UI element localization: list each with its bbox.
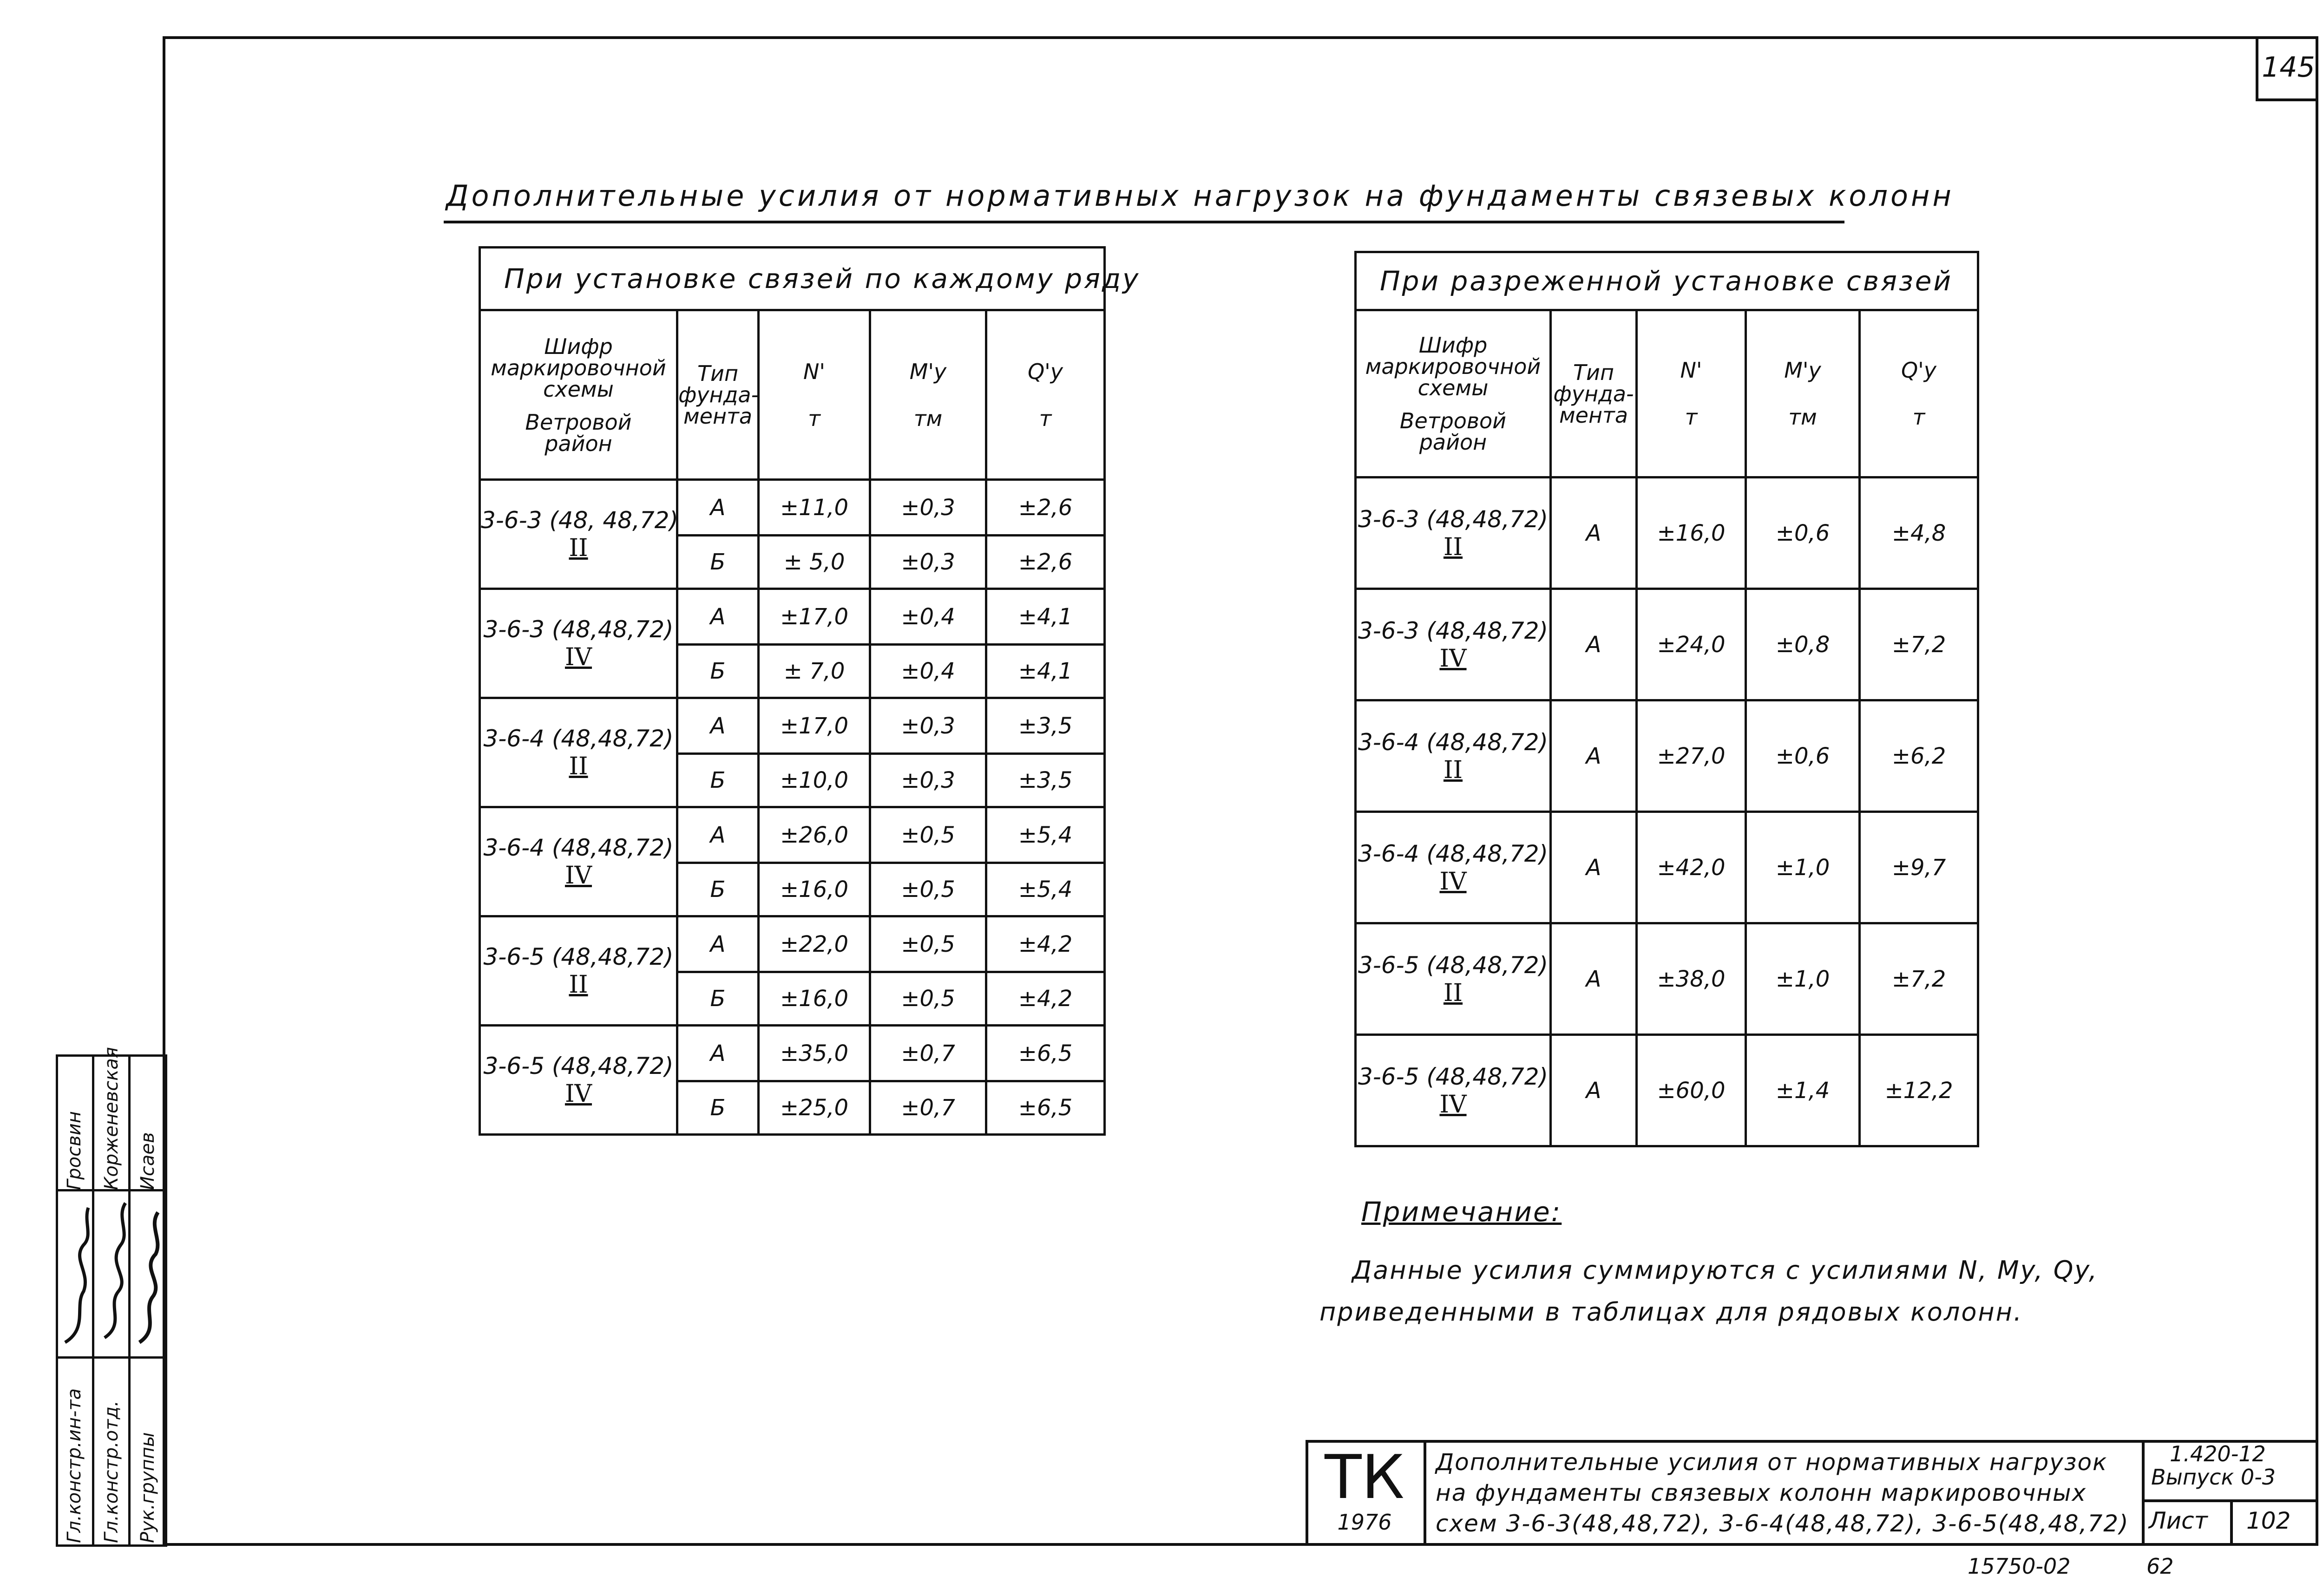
logo-year: 1976 (1337, 1510, 1392, 1535)
m-value-cell: ±0,6 (1746, 700, 1860, 812)
n-value-cell: ±38,0 (1637, 923, 1746, 1035)
m-value-cell: ±0,3 (870, 480, 986, 536)
table-row (480, 698, 1105, 754)
scheme-code-cell: 3-6-3 (48,48,72) IV (1356, 589, 1551, 700)
foundation-type-cell: А (677, 589, 759, 645)
q-value-cell: ±4,1 (986, 589, 1105, 645)
main-title-underline (444, 221, 1844, 223)
stamp-role: Гл.констр.ин-та (64, 1388, 85, 1543)
n-value-cell: ± 5,0 (759, 536, 870, 589)
note-text: Данные усилия суммируются с усилиями N, My, Qy, приведенными в таблицах для рядовых колонн. (1319, 1256, 2099, 1327)
q-value-cell: ±2,6 (986, 480, 1105, 536)
note-title: Примечание: (1361, 1196, 1562, 1228)
header-m: M'y тм (870, 310, 986, 480)
table-row (480, 807, 1105, 863)
title-block-divider (2230, 1499, 2233, 1546)
q-value-cell: ±6,5 (986, 1081, 1105, 1135)
q-value-cell: ±3,5 (986, 698, 1105, 754)
foundation-type-cell: А (1551, 812, 1637, 923)
n-value-cell: ±17,0 (759, 589, 870, 645)
foundation-type-cell: А (677, 480, 759, 536)
scheme-code-cell: 3-6-4 (48,48,72) IV (1356, 812, 1551, 923)
q-value-cell: ±7,2 (1860, 589, 1978, 700)
header-foundation-type: Тип фунда- мента (1551, 310, 1637, 477)
table-row (1356, 812, 1978, 923)
table-sparse-bracing (1354, 251, 1979, 1147)
title-block-series: 1.420-12 Выпуск 0-3 (2151, 1441, 2276, 1490)
foundation-type-cell: А (677, 807, 759, 863)
foundation-type-cell: А (1551, 923, 1637, 1035)
q-value-cell: ±5,4 (986, 807, 1105, 863)
n-value-cell: ±24,0 (1637, 589, 1746, 700)
table-row (1356, 700, 1978, 812)
table-row (1356, 1035, 1978, 1146)
n-value-cell: ±16,0 (759, 972, 870, 1026)
scheme-code-cell: 3-6-5 (48,48,72) II (1356, 923, 1551, 1035)
stamp-role: Гл.констр.отд. (101, 1400, 122, 1543)
m-value-cell: ±1,4 (1746, 1035, 1860, 1146)
scheme-code-cell: 3-6-4 (48,48,72) II (480, 698, 677, 807)
m-value-cell: ±0,4 (870, 589, 986, 645)
scheme-code-cell: 3-6-5 (48,48,72) IV (1356, 1035, 1551, 1146)
q-value-cell: ±7,2 (1860, 923, 1978, 1035)
m-value-cell: ±0,7 (870, 1026, 986, 1081)
table-row (480, 589, 1105, 645)
stamp-name: Исаев (137, 1132, 158, 1190)
m-value-cell: ±0,7 (870, 1081, 986, 1135)
q-value-cell: ±6,5 (986, 1026, 1105, 1081)
q-value-cell: ±5,4 (986, 863, 1105, 916)
n-value-cell: ±16,0 (1637, 477, 1746, 589)
scheme-code-cell: 3-6-5 (48,48,72) IV (480, 1026, 677, 1135)
n-value-cell: ±60,0 (1637, 1035, 1746, 1146)
stamp-name: Гросвин (64, 1111, 85, 1190)
header-m: M'y тм (1746, 310, 1860, 477)
table-row (1356, 477, 1978, 589)
header-q: Q'y т (986, 310, 1105, 480)
sheet-label: Лист (2149, 1507, 2208, 1534)
n-value-cell: ±16,0 (759, 863, 870, 916)
header-foundation-type: Тип фунда- мента (677, 310, 759, 480)
archive-number: 15750-02 (1968, 1554, 2071, 1579)
foundation-type-cell: А (677, 698, 759, 754)
n-value-cell: ±35,0 (759, 1026, 870, 1081)
n-value-cell: ±10,0 (759, 754, 870, 807)
header-code: Шифр маркировочной схемы Ветровой район (1356, 310, 1551, 477)
m-value-cell: ±0,3 (870, 698, 986, 754)
m-value-cell: ±0,6 (1746, 477, 1860, 589)
scheme-code-cell: 3-6-5 (48,48,72) II (480, 916, 677, 1026)
stamp-name: Корженевская (101, 1047, 122, 1190)
m-value-cell: ±0,5 (870, 972, 986, 1026)
foundation-type-cell: А (677, 916, 759, 972)
header-n: N' т (759, 310, 870, 480)
title-block-text: Дополнительные усилия от нормативных нагрузок на фундаменты связевых колонн маркировочных схем 3-6-3(48,48,72), 3-6-4(48,48,72), 3-6-5(48,48,72) (1436, 1449, 2129, 1537)
n-value-cell: ±25,0 (759, 1081, 870, 1135)
n-value-cell: ±22,0 (759, 916, 870, 972)
m-value-cell: ±0,5 (870, 863, 986, 916)
n-value-cell: ±42,0 (1637, 812, 1746, 923)
header-code: Шифр маркировочной схемы Ветровой район (480, 310, 677, 480)
main-title: Дополнительные усилия от нормативных нагрузок на фундаменты связевых колонн (446, 179, 1954, 213)
scheme-code-cell: 3-6-4 (48,48,72) II (1356, 700, 1551, 812)
foundation-type-cell: А (1551, 1035, 1637, 1146)
table-row (480, 1026, 1105, 1081)
scheme-code-cell: 3-6-3 (48,48,72) IV (480, 589, 677, 698)
q-value-cell: ±6,2 (1860, 700, 1978, 812)
foundation-type-cell: Б (677, 536, 759, 589)
q-value-cell: ±2,6 (986, 536, 1105, 589)
n-value-cell: ±26,0 (759, 807, 870, 863)
q-value-cell: ±12,2 (1860, 1035, 1978, 1146)
m-value-cell: ±0,3 (870, 536, 986, 589)
foundation-type-cell: Б (677, 863, 759, 916)
q-value-cell: ±4,1 (986, 645, 1105, 698)
header-n: N' т (1637, 310, 1746, 477)
page-number: 62 (2146, 1554, 2174, 1579)
table-row (1356, 589, 1978, 700)
m-value-cell: ±0,3 (870, 754, 986, 807)
scheme-code-cell: 3-6-4 (48,48,72) IV (480, 807, 677, 916)
n-value-cell: ± 7,0 (759, 645, 870, 698)
m-value-cell: ±0,8 (1746, 589, 1860, 700)
table-every-row-bracing (479, 246, 1141, 1136)
n-value-cell: ±17,0 (759, 698, 870, 754)
m-value-cell: ±1,0 (1746, 923, 1860, 1035)
title-block-logo (1306, 1440, 1426, 1546)
foundation-type-cell: Б (677, 972, 759, 1026)
foundation-type-cell: А (677, 1026, 759, 1081)
q-value-cell: ±4,2 (986, 972, 1105, 1026)
scheme-code-cell: 3-6-3 (48, 48,72) II (480, 480, 677, 589)
table-row (480, 916, 1105, 972)
logo-tk: ТК (1325, 1442, 1404, 1512)
q-value-cell: ±9,7 (1860, 812, 1978, 923)
sheet-corner-number: 145 (2256, 36, 2318, 101)
sheet-number: 102 (2246, 1507, 2291, 1534)
stamp-role: Рук.группы (137, 1432, 158, 1543)
n-value-cell: ±11,0 (759, 480, 870, 536)
table-caption: При установке связей по каждому ряду (480, 248, 1105, 310)
foundation-type-cell: А (1551, 477, 1637, 589)
m-value-cell: ±0,5 (870, 807, 986, 863)
m-value-cell: ±1,0 (1746, 812, 1860, 923)
foundation-type-cell: А (1551, 700, 1637, 812)
header-q: Q'y т (1860, 310, 1978, 477)
m-value-cell: ±0,4 (870, 645, 986, 698)
m-value-cell: ±0,5 (870, 916, 986, 972)
foundation-type-cell: Б (677, 645, 759, 698)
table-row (1356, 923, 1978, 1035)
q-value-cell: ±3,5 (986, 754, 1105, 807)
n-value-cell: ±27,0 (1637, 700, 1746, 812)
q-value-cell: ±4,8 (1860, 477, 1978, 589)
table-row (480, 480, 1105, 536)
table-caption: При разреженной установке связей (1356, 252, 1978, 310)
scheme-code-cell: 3-6-3 (48,48,72) II (1356, 477, 1551, 589)
handwritten-signatures (56, 1189, 167, 1356)
foundation-type-cell: Б (677, 1081, 759, 1135)
q-value-cell: ±4,2 (986, 916, 1105, 972)
foundation-type-cell: А (1551, 589, 1637, 700)
foundation-type-cell: Б (677, 754, 759, 807)
